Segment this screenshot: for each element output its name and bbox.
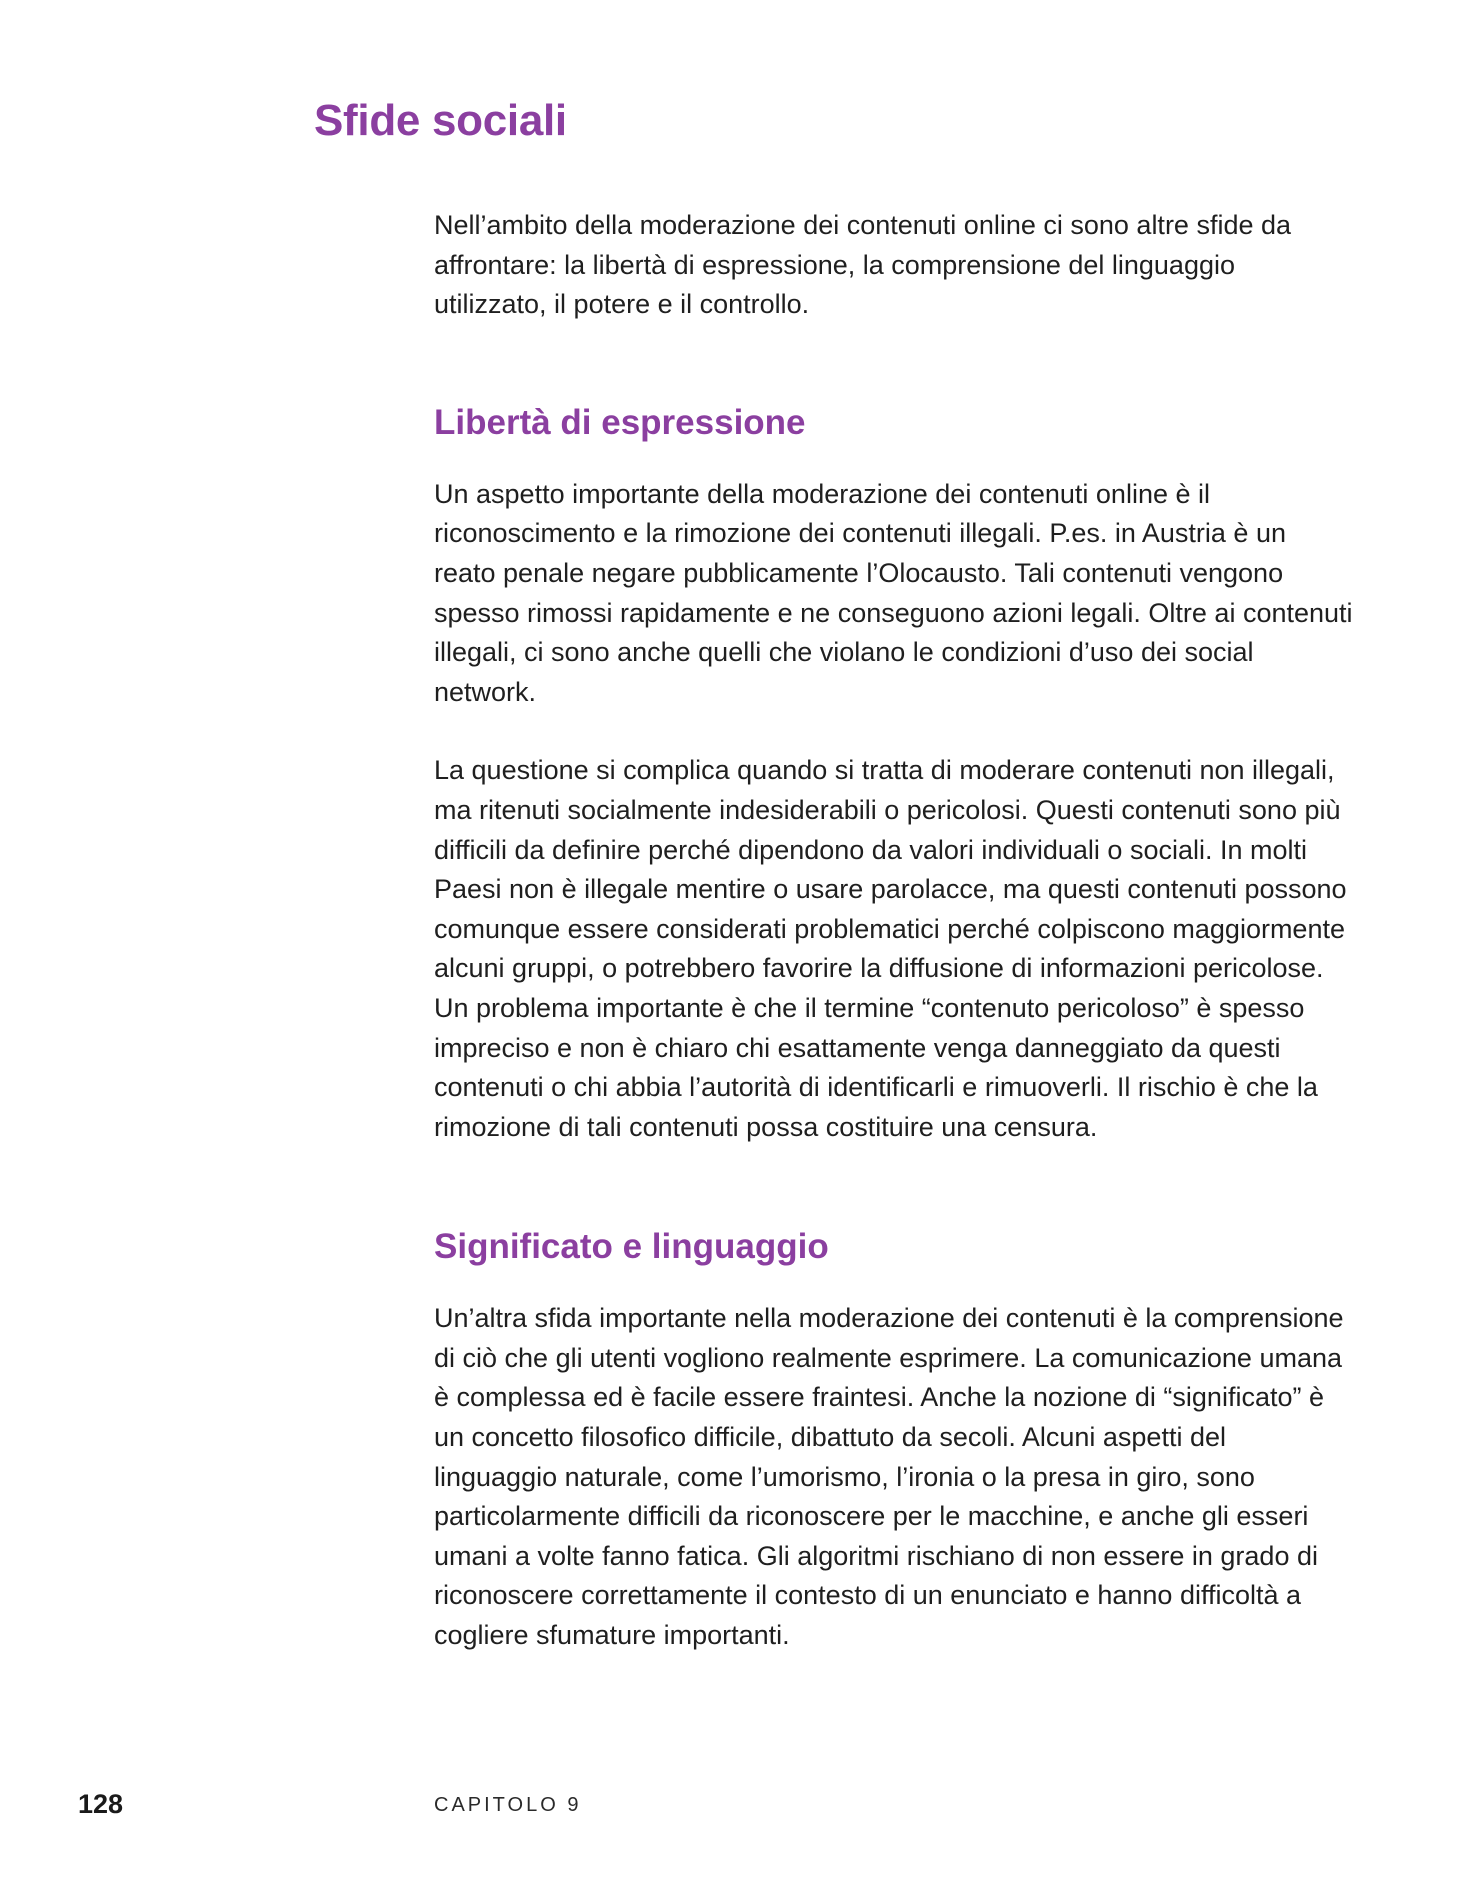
page-title: Sfide sociali [314, 96, 567, 145]
paragraph-significato-1: Un’altra sfida importante nella moderazione dei contenuti è la comprensione di ciò che gli utenti vogliono realmente esprimere. La comunicazione umana è complessa ed è facile essere fraintesi. Anche la nozione di “significato” è un concetto filosofico difficile, dibattuto da secoli. Alcuni aspetti del linguaggio naturale, come l’umorismo, l’ironia o la presa in giro, sono particolarmente difficili da riconoscere per le macchine, e anche gli esseri umani a volte fanno fatica. Gli algoritmi rischiano di non essere in grado di riconoscere correttamente il contesto di un enunciato e hanno difficoltà a cogliere sfumature importanti. [434, 1303, 1344, 1651]
section-heading-liberta: Libertà di espressione [434, 402, 806, 442]
page-number: 128 [78, 1789, 124, 1819]
paragraph-liberta-1: Un aspetto importante della moderazione dei contenuti online è il riconoscimento e la rimozione dei contenuti illegali. P.es. in Austria è un reato penale negare pubblicamente l’Olocausto. Tali contenuti vengono spesso rimossi rapidamente e ne conseguono azioni legali. Oltre ai contenuti illegali, ci sono anche quelli che violano le condizioni d’uso dei social network. [434, 478, 1353, 707]
intro-paragraph: Nell’ambito della moderazione dei contenuti online ci sono altre sfide da affrontare: la libertà di espressione, la comprensione del linguaggio utilizzato, il potere e il controllo. [434, 210, 1292, 320]
section-heading-significato: Significato e linguaggio [434, 1227, 829, 1267]
main-content [434, 206, 1354, 1656]
paragraph-liberta-2: La questione si complica quando si tratta di moderare contenuti non illegali, ma ritenuti socialmente indesiderabili o pericolosi. Questi contenuti sono più difficili da definire perché dipendono da valori individuali o sociali. In molti Paesi non è illegale mentire o usare parolacce, ma questi contenuti possono comunque essere considerati problematici perché colpiscono maggiormente alcuni gruppi, o potrebbero favorire la diffusione di informazioni pericolose. Un problema importante è che il termine “contenuto pericoloso” è spesso impreciso e non è chiaro chi esattamente venga danneggiato da questi contenuti o chi abbia l’autorità di identificarli e rimuoverli. Il rischio è che la rimozione di tali contenuti possa costituire una censura. [434, 755, 1347, 1142]
chapter-label: CAPITOLO 9 [434, 1794, 582, 1816]
